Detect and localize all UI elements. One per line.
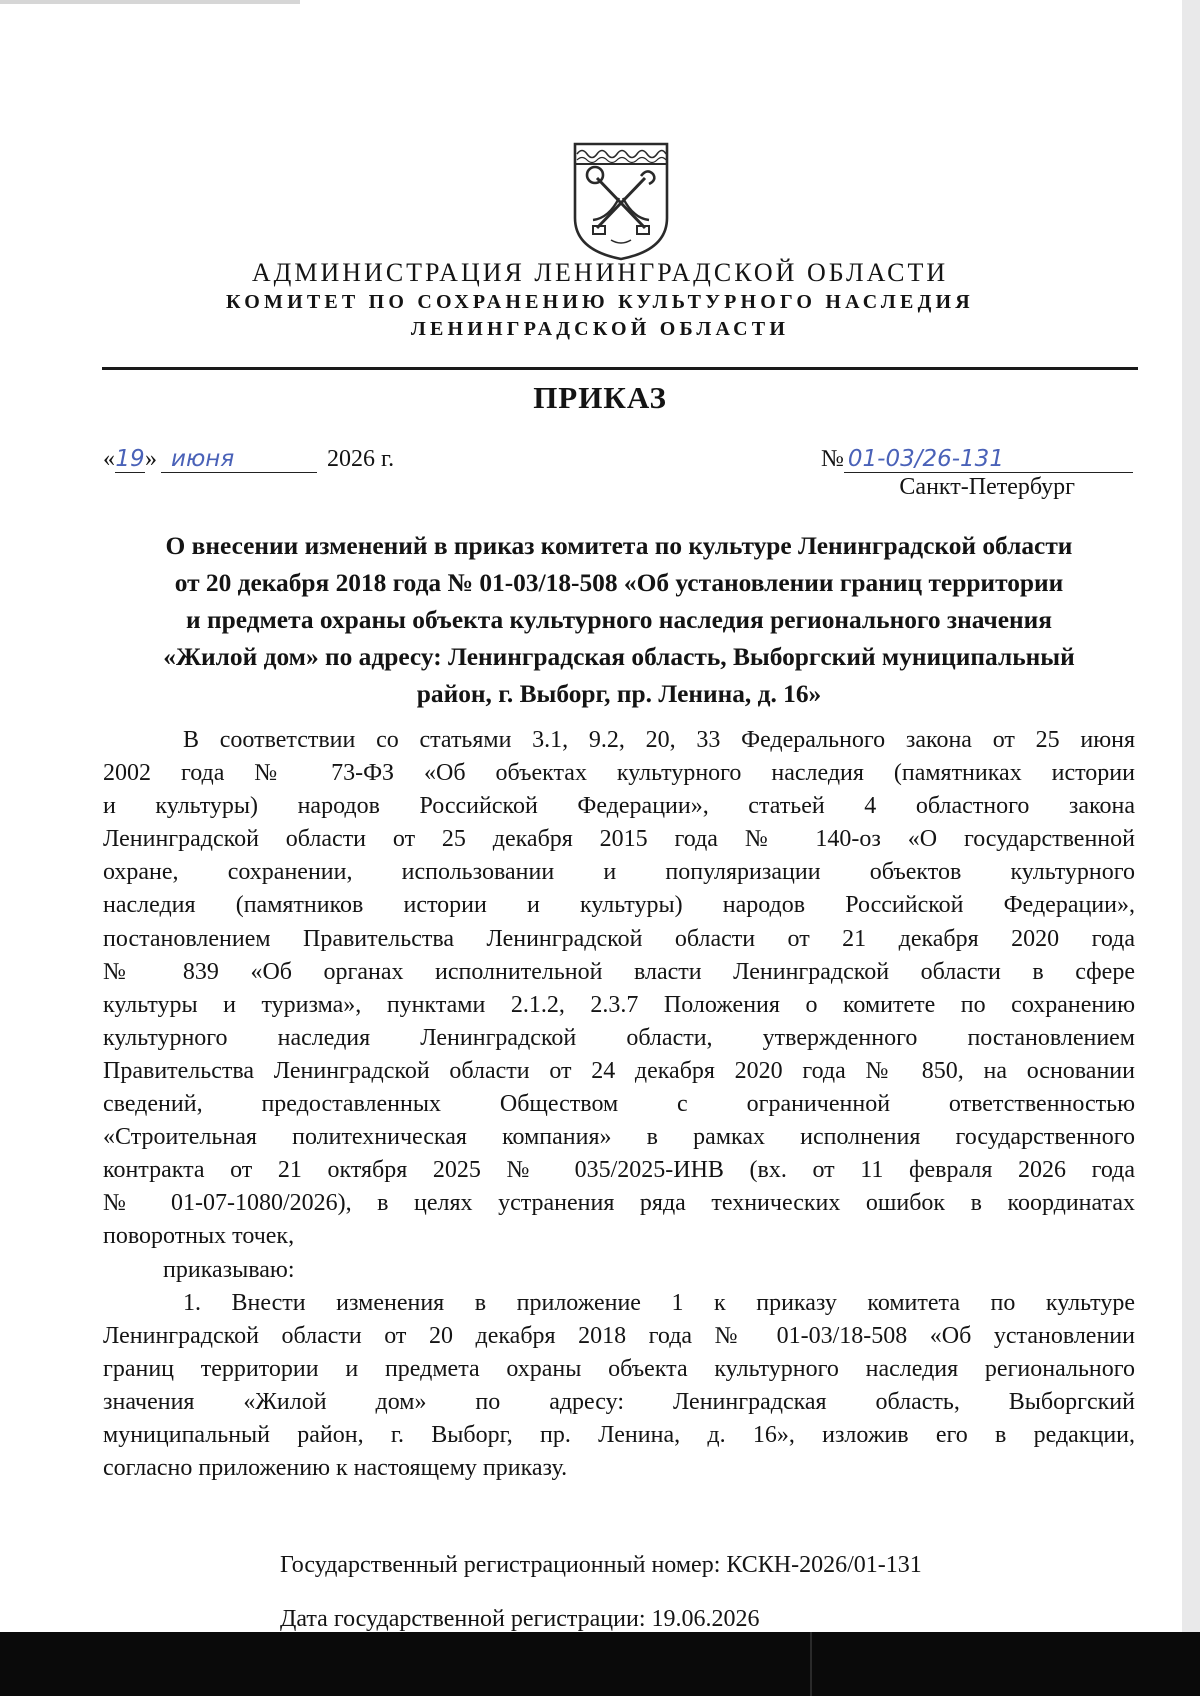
administration-title: АДМИНИСТРАЦИЯ ЛЕНИНГРАДСКОЙ ОБЛАСТИ <box>251 258 949 287</box>
subject-line: от 20 декабря 2018 года № 01-03/18-508 «Об установлении границ территории <box>174 569 1064 597</box>
subject-line: «Жилой дом» по адресу: Ленинградская область, Выборгский муниципальный <box>163 643 1075 671</box>
preamble-line: «Строительная политехническая компания» в рамках исполнения государственного <box>103 1124 1135 1151</box>
header-divider <box>102 367 1138 370</box>
preamble-line: поворотных точек, <box>103 1223 295 1250</box>
scan-right-margin <box>1182 0 1200 1696</box>
scan-bottom-border <box>0 1632 1200 1696</box>
item1-line: муниципальный район, г. Выборг, пр. Ленина, д. 16», изложив его в редакции, <box>103 1421 1135 1448</box>
preamble-line: наследия (памятников истории и культуры) народов Российской Федерации», <box>103 892 1135 919</box>
committee-title: КОМИТЕТ ПО СОХРАНЕНИЮ КУЛЬТУРНОГО НАСЛЕДИЯ <box>226 291 974 313</box>
preamble-line: и культуры) народов Российской Федерации», статьей 4 областного закона <box>103 793 1135 820</box>
subject-line: и предмета охраны объекта культурного наследия регионального значения <box>186 606 1052 634</box>
preamble-line: культуры и туризма», пунктами 2.1.2, 2.3.7 Положения о комитете по сохранению <box>103 991 1135 1018</box>
preamble-line: сведений, предоставленных Обществом с ограниченной ответственностью <box>103 1091 1135 1118</box>
item1-line: согласно приложению к настоящему приказу. <box>103 1455 568 1482</box>
order-city: Санкт-Петербург <box>899 474 1075 500</box>
order-number <box>821 446 1133 473</box>
preamble-line: культурного наследия Ленинградской области, утвержденного постановлением <box>103 1024 1135 1051</box>
item1-line: 1. Внести изменения в приложение 1 к приказу комитета по культуре <box>183 1289 1135 1316</box>
quote-close: » <box>145 446 157 472</box>
order-month: июня <box>161 446 317 473</box>
committee-region: ЛЕНИНГРАДСКОЙ ОБЛАСТИ <box>410 318 790 340</box>
number-sign: № <box>821 446 844 472</box>
order-date <box>103 446 394 473</box>
preamble-line: охране, сохранении, использовании и популяризации объектов культурного <box>103 859 1135 886</box>
order-number-value: 01-03/26-131 <box>844 446 1133 473</box>
item1-line: границ территории и предмета охраны объекта культурного наследия регионального <box>103 1355 1135 1382</box>
order-subject <box>110 528 1128 713</box>
preamble-line: Ленинградской области от 25 декабря 2015 года № 140-оз «О государственной <box>103 826 1135 853</box>
item1-line: Ленинградской области от 20 декабря 2018 года № 01-03/18-508 «Об установлении <box>103 1322 1135 1349</box>
coat-of-arms-icon <box>571 140 671 262</box>
preamble-line: 2002 года № 73-ФЗ «Об объектах культурного наследия (памятниках истории <box>103 760 1135 787</box>
preamble-line: № 01-07-1080/2026), в целях устранения ряда технических ошибок в координатах <box>103 1190 1135 1217</box>
registration-number: Государственный регистрационный номер: КСКН-2026/01-131 <box>280 1552 922 1578</box>
subject-line: район, г. Выборг, пр. Ленина, д. 16» <box>416 680 822 708</box>
scan-seam <box>810 1632 812 1696</box>
order-body <box>103 724 1135 1485</box>
preamble-line: постановлением Правительства Ленинградской области от 21 декабря 2020 года <box>103 925 1135 952</box>
order-year: 2026 г. <box>327 446 395 472</box>
preamble-line: контракта от 21 октября 2025 № 035/2025-ИНВ (вх. от 11 февраля 2026 года <box>103 1157 1135 1184</box>
document-title: ПРИКАЗ <box>533 380 667 415</box>
command-word: приказываю: <box>163 1256 295 1283</box>
registration-date: Дата государственной регистрации: 19.06.2026 <box>280 1606 760 1632</box>
scan-edge-streak <box>0 0 300 4</box>
preamble-line: Правительства Ленинградской области от 24 декабря 2020 года № 850, на основании <box>103 1057 1135 1084</box>
subject-line: О внесении изменений в приказ комитета по культуре Ленинградской области <box>165 532 1073 560</box>
preamble-line: № 839 «Об органах исполнительной власти Ленинградской области в сфере <box>103 958 1135 985</box>
preamble-line: В соответствии со статьями 3.1, 9.2, 20, 33 Федерального закона от 25 июня <box>183 727 1135 753</box>
quote-open: « <box>103 446 115 472</box>
item1-line: значения «Жилой дом» по адресу: Ленинградская область, Выборгский <box>103 1388 1135 1415</box>
order-day: 19 <box>115 446 145 472</box>
